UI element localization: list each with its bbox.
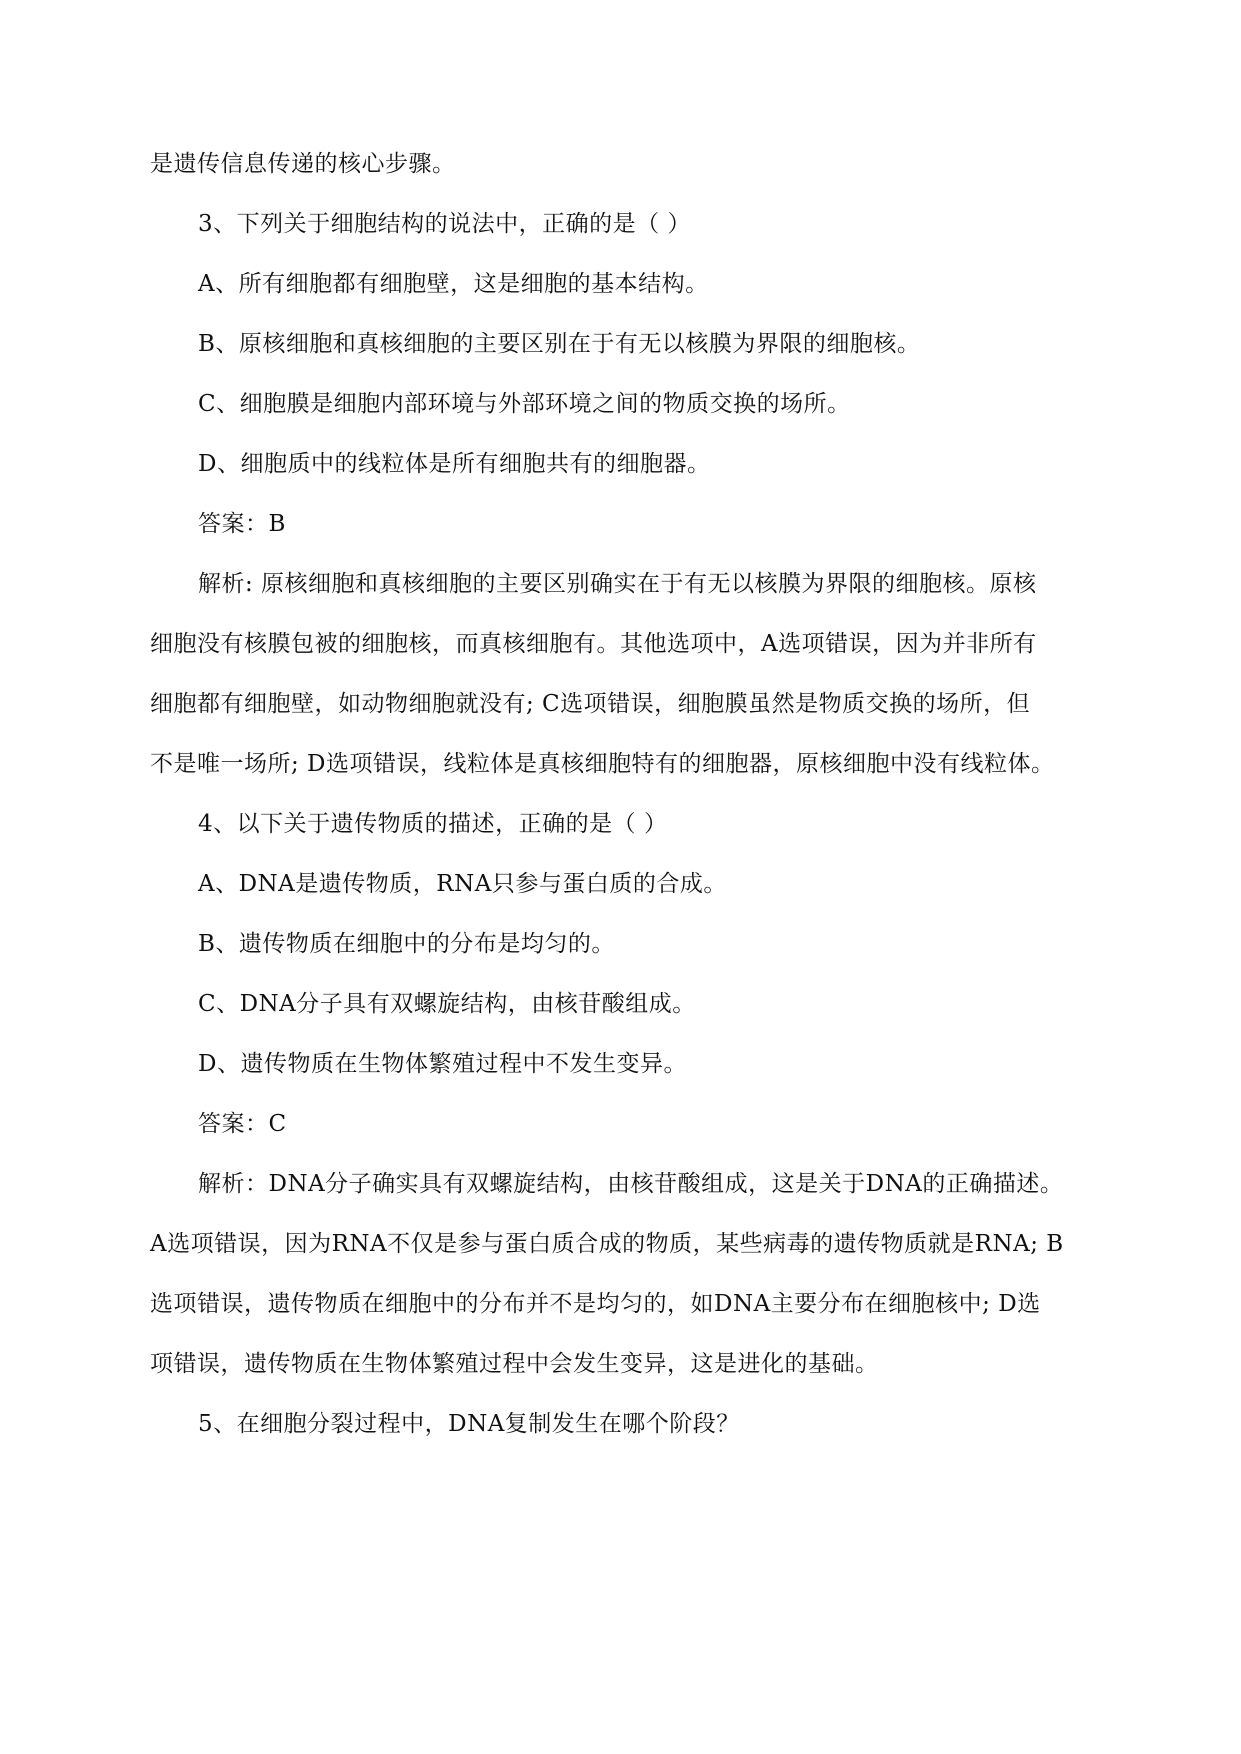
question-3-explanation-line-1: 解析: 原核细胞和真核细胞的主要区别确实在于有无以核膜为界限的细胞核。原核 — [198, 571, 1037, 597]
question-4-explanation-line-3: 选项错误，遗传物质在细胞中的分布并不是均匀的，如DNA主要分布在细胞核中; D选 — [150, 1291, 1041, 1317]
question-4-option-c: C、DNA分子具有双螺旋结构，由核苷酸组成。 — [198, 991, 696, 1017]
question-3-option-a: A、所有细胞都有细胞壁，这是细胞的基本结构。 — [198, 271, 709, 297]
question-3-answer: 答案：B — [198, 511, 286, 537]
question-4-answer: 答案：C — [198, 1111, 287, 1137]
question-5-stem: 5、在细胞分裂过程中，DNA复制发生在哪个阶段？ — [198, 1411, 740, 1437]
question-3-option-b: B、原核细胞和真核细胞的主要区别在于有无以核膜为界限的细胞核。 — [198, 331, 921, 357]
question-3-option-d: D、细胞质中的线粒体是所有细胞共有的细胞器。 — [198, 451, 711, 477]
question-4-option-d: D、遗传物质在生物体繁殖过程中不发生变异。 — [198, 1051, 687, 1077]
question-4-option-a: A、DNA是遗传物质，RNA只参与蛋白质的合成。 — [198, 871, 727, 897]
question-3-option-c: C、细胞膜是细胞内部环境与外部环境之间的物质交换的场所。 — [198, 391, 851, 417]
question-4-explanation-line-1: 解析：DNA分子确实具有双螺旋结构，由核苷酸组成，这是关于DNA的正确描述。 — [198, 1171, 1064, 1197]
question-3-explanation-line-3: 细胞都有细胞壁，如动物细胞就没有; C选项错误，细胞膜虽然是物质交换的场所，但 — [150, 691, 1031, 717]
question-3-stem: 3、下列关于细胞结构的说法中，正确的是（ ） — [198, 211, 691, 237]
question-3-explanation-line-4: 不是唯一场所; D选项错误，线粒体是真核细胞特有的细胞器，原核细胞中没有线粒体。 — [150, 751, 1055, 777]
question-3-explanation-line-2: 细胞没有核膜包被的细胞核，而真核细胞有。其他选项中，A选项错误，因为并非所有 — [150, 631, 1037, 657]
question-4-explanation-line-2: A选项错误，因为RNA不仅是参与蛋白质合成的物质，某些病毒的遗传物质就是RNA; B — [150, 1231, 1064, 1257]
question-4-stem: 4、以下关于遗传物质的描述，正确的是（ ） — [198, 811, 668, 837]
text-line-continuation: 是遗传信息传递的核心步骤。 — [150, 151, 456, 177]
question-4-explanation-line-4: 项错误，遗传物质在生物体繁殖过程中会发生变异，这是进化的基础。 — [150, 1351, 879, 1377]
question-4-option-b: B、遗传物质在细胞中的分布是均匀的。 — [198, 931, 615, 957]
